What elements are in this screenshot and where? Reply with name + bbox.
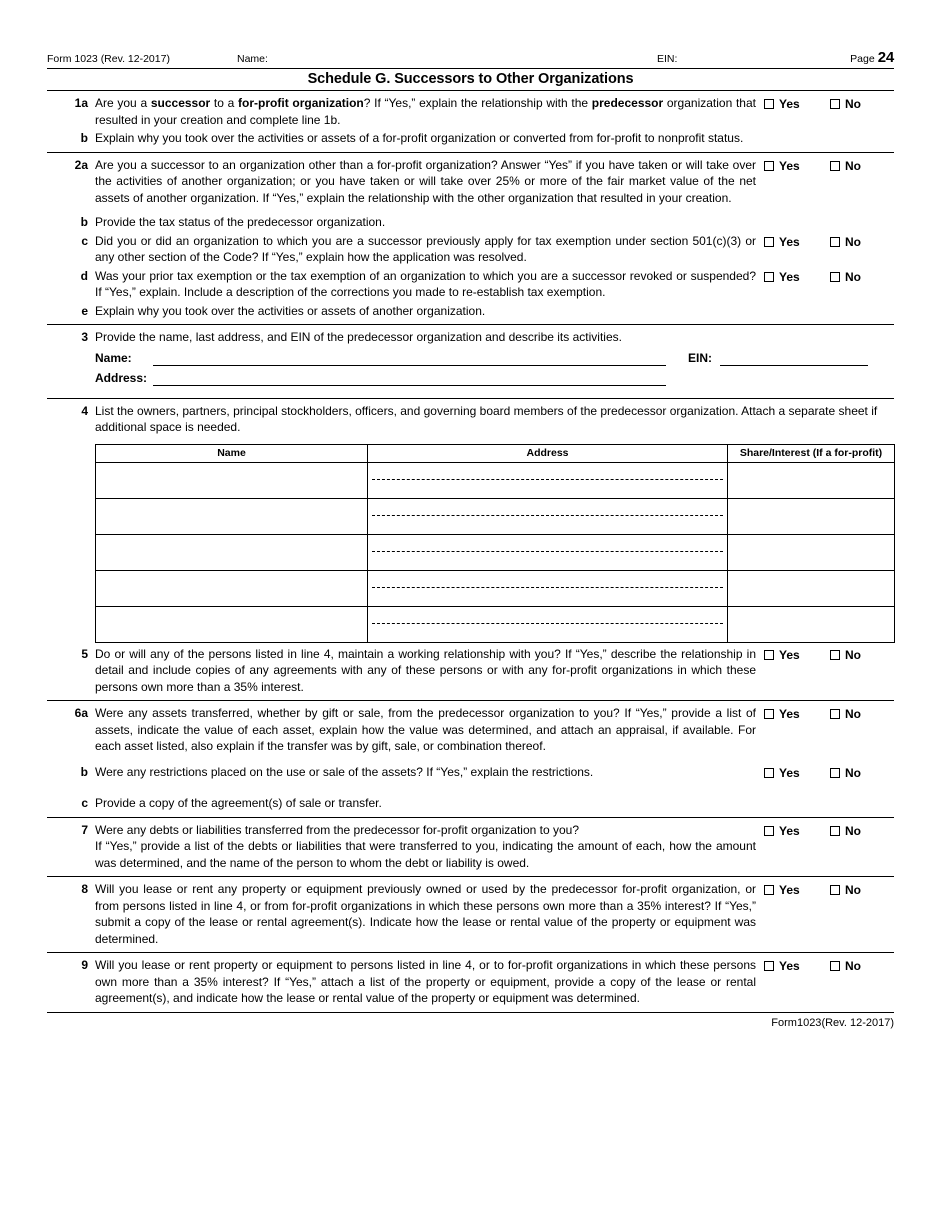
- checkbox-icon[interactable]: [764, 709, 774, 719]
- page-header: [47, 50, 894, 66]
- question-6c-text: [95, 795, 764, 812]
- column-header-name: Name: [96, 444, 368, 462]
- cell-share[interactable]: [728, 606, 895, 642]
- page-footer: [47, 1013, 894, 1029]
- question-2c-yes-option[interactable]: [764, 234, 830, 251]
- no-label: No: [845, 234, 861, 249]
- question-block-4: [47, 399, 894, 643]
- question-6a: [47, 705, 894, 755]
- question-2d: [47, 268, 894, 301]
- spacer: [764, 214, 894, 231]
- question-7-yes-option[interactable]: [764, 823, 830, 840]
- question-6a-yes-option[interactable]: [764, 706, 830, 723]
- question-7-no-option[interactable]: [830, 823, 861, 840]
- question-2a-text: [95, 157, 764, 207]
- q1b-paragraph: Explain why you took over the activities or assets of a for-profit organization or converted from for-profit to nonprofit status.: [95, 131, 744, 145]
- q1a-seg3: ? If “Yes,” explain the relationship with the: [363, 96, 592, 110]
- cell-share[interactable]: [728, 534, 895, 570]
- cell-share[interactable]: [728, 498, 895, 534]
- table-row[interactable]: [96, 570, 895, 606]
- q6b-paragraph: Were any restrictions placed on the use or sale of the assets? If “Yes,” explain the restrictions.: [95, 764, 594, 779]
- question-2c-number: c: [81, 233, 88, 248]
- question-1b-number: b: [80, 131, 88, 145]
- address-label: Address:: [95, 370, 148, 385]
- q1a-bold-forprofit: for-profit organization: [238, 96, 364, 110]
- checkbox-icon[interactable]: [830, 961, 840, 971]
- no-label: No: [845, 883, 861, 897]
- cell-address[interactable]: [368, 570, 728, 606]
- question-6a-text: [95, 705, 764, 755]
- cell-name[interactable]: [96, 570, 368, 606]
- question-2c: [47, 233, 894, 266]
- question-block-7: [47, 818, 894, 878]
- yes-label: Yes: [779, 97, 800, 111]
- question-2a-yesno: [764, 157, 894, 207]
- question-2c-text: [95, 233, 764, 266]
- question-1a-number: 1a: [74, 96, 88, 110]
- question-8-no-option[interactable]: [830, 882, 861, 899]
- yes-label: Yes: [779, 269, 800, 284]
- question-2a-no-option[interactable]: [830, 158, 861, 175]
- checkbox-icon[interactable]: [764, 650, 774, 660]
- spacer: [764, 303, 894, 320]
- page-number: 24: [877, 49, 894, 66]
- question-5-text: [95, 646, 764, 696]
- yes-label: Yes: [779, 158, 800, 173]
- question-2e-number: e: [81, 303, 88, 318]
- question-1a: [47, 95, 894, 128]
- checkbox-icon[interactable]: [764, 272, 774, 282]
- cell-name[interactable]: [96, 606, 368, 642]
- question-6c-number: c: [81, 796, 88, 810]
- cell-share[interactable]: [728, 570, 895, 606]
- checkbox-icon[interactable]: [830, 768, 840, 778]
- question-2b: [47, 214, 894, 231]
- question-block-3: [47, 325, 894, 399]
- question-2a: [47, 157, 894, 207]
- schedule-title: Schedule G. Successors to Other Organizations: [47, 68, 894, 91]
- cell-name[interactable]: [96, 462, 368, 498]
- predecessor-name-row: [95, 351, 886, 366]
- yes-label: Yes: [779, 959, 800, 973]
- checkbox-icon[interactable]: [830, 885, 840, 895]
- q1a-seg2: to a: [210, 96, 239, 110]
- form-page: [47, 50, 894, 1029]
- question-block-1: [47, 91, 894, 153]
- q7-paragraph-1: Were any debts or liabilities transferred from the predecessor for-profit organization to you?: [95, 822, 580, 837]
- name-input[interactable]: [153, 352, 666, 366]
- checkbox-icon[interactable]: [830, 709, 840, 719]
- question-8-number: 8: [81, 882, 88, 896]
- page-label: Page: [850, 53, 875, 65]
- question-8-yesno: [764, 881, 894, 947]
- table-row[interactable]: [96, 534, 895, 570]
- footer-form-number: 1023: [796, 1016, 822, 1029]
- question-8-text: [95, 881, 764, 947]
- checkbox-icon[interactable]: [764, 161, 774, 171]
- question-6b-yes-option[interactable]: [764, 765, 830, 782]
- q3-paragraph: Provide the name, last address, and EIN of the predecessor organization and describe its activities.: [95, 330, 622, 344]
- q2d-paragraph: Was your prior tax exemption or the tax exemption of an organization to which you are a successor revoked or suspended? If “Yes,” explain. Include a description of the corrections you made to re-establish tax exemption.: [95, 268, 756, 299]
- question-4: [47, 403, 894, 436]
- cell-address[interactable]: [368, 534, 728, 570]
- checkbox-icon[interactable]: [764, 768, 774, 778]
- ein-input[interactable]: [720, 352, 868, 366]
- column-header-address: Address: [368, 444, 728, 462]
- table-row[interactable]: [96, 462, 895, 498]
- q9-paragraph: Will you lease or rent property or equipment to persons listed in line 4, or to for-profit organizations in which these persons own more than a 35% interest? If “Yes,” attach a list of the property or equipment, provide a copy of the lease or rental agreement(s), and indicate how the lease or rental value of the property or equipment was determined.: [95, 958, 756, 1005]
- q2b-paragraph: Provide the tax status of the predecessor organization.: [95, 215, 386, 229]
- address-dashed-divider: [372, 551, 723, 552]
- question-2a-number: 2a: [74, 157, 88, 172]
- question-6b-text: [95, 764, 764, 782]
- cell-name[interactable]: [96, 498, 368, 534]
- question-9-yesno: [764, 957, 894, 1007]
- cell-address[interactable]: [368, 498, 728, 534]
- question-7-yesno: [764, 822, 894, 872]
- question-6b-yesno: [764, 764, 894, 782]
- no-label: No: [845, 765, 861, 780]
- no-label: No: [845, 97, 861, 111]
- footer-form-label: Form: [771, 1016, 797, 1029]
- question-9-no-option[interactable]: [830, 958, 861, 975]
- no-label: No: [845, 959, 861, 973]
- checkbox-icon[interactable]: [830, 272, 840, 282]
- checkbox-icon[interactable]: [830, 826, 840, 836]
- checkbox-icon[interactable]: [830, 161, 840, 171]
- checkbox-icon[interactable]: [830, 237, 840, 247]
- owners-table: [95, 444, 895, 643]
- question-6b-no-option[interactable]: [830, 765, 861, 782]
- question-block-8: [47, 877, 894, 953]
- question-1a-yes-option[interactable]: [764, 96, 830, 113]
- question-3-text: [95, 329, 894, 386]
- checkbox-icon[interactable]: [830, 650, 840, 660]
- question-1a-text: [95, 95, 764, 128]
- q8-paragraph: Will you lease or rent any property or equipment previously owned or used by the predecessor for-profit organization, or from persons listed in line 4, or from for-profit organizations in which these persons own more than a 35% interest? If “Yes,” submit a copy of the lease or rental agreement(s). Indicate how the lease or rental value of the property or equipment was determined.: [95, 882, 756, 946]
- predecessor-address-row: [95, 371, 886, 386]
- q2c-paragraph: Did you or did an organization to which you are a successor previously apply for tax exemption under section 501(c)(3) or any other section of the Code? If “Yes,” explain how the application was resolved.: [95, 233, 756, 264]
- checkbox-icon[interactable]: [764, 99, 774, 109]
- no-label: No: [845, 158, 861, 173]
- q5-paragraph: Do or will any of the persons listed in line 4, maintain a working relationship with you? If “Yes,” describe the relationship in detail and include copies of any agreements with any of these persons or with any for-profit organizations in which these persons own more than a 35% interest.: [95, 646, 756, 694]
- header-ein-field: EIN:: [657, 53, 678, 65]
- question-2d-no-option[interactable]: [830, 269, 861, 286]
- yes-label: Yes: [779, 883, 800, 897]
- q2e-paragraph: Explain why you took over the activities or assets of another organization.: [95, 303, 486, 318]
- q6c-paragraph: Provide a copy of the agreement(s) of sale or transfer.: [95, 796, 382, 810]
- yes-label: Yes: [779, 647, 800, 662]
- question-8-yes-option[interactable]: [764, 882, 830, 899]
- question-2e-text: [95, 303, 764, 320]
- question-6b: [47, 764, 894, 782]
- yes-label: Yes: [779, 823, 800, 838]
- cell-address[interactable]: [368, 606, 728, 642]
- address-dashed-divider: [372, 623, 723, 624]
- question-3-number: 3: [81, 330, 88, 344]
- q1a-seg1: Are you a: [95, 96, 151, 110]
- question-9-yes-option[interactable]: [764, 958, 830, 975]
- question-4-number: 4: [81, 403, 88, 418]
- address-dashed-divider: [372, 587, 723, 588]
- question-6a-yesno: [764, 705, 894, 755]
- question-2b-number: b: [80, 215, 88, 229]
- q2a-paragraph: Are you a successor to an organization other than a for-profit organization? Answer “Yes” if you have taken or will take over the activities of another organization; or you have taken or will take over 25% or more of the fair market value of the net assets of another organization. If “Yes,” explain the relationship with the other organization that resulted in your creation.: [95, 157, 756, 205]
- no-label: No: [845, 707, 861, 721]
- cell-share[interactable]: [728, 462, 895, 498]
- q4-paragraph: List the owners, partners, principal stockholders, officers, and governing board members of the predecessor organization. Attach a separate sheet if additional space is needed.: [95, 403, 878, 434]
- q6a-paragraph: Were any assets transferred, whether by gift or sale, from the predecessor organization to you? If “Yes,” provide a list of assets, indicate the value of each asset, explain how the value was determined, and attach an appraisal, if available. For each asset listed, also explain if the transfer was by gift, sale, or combination thereof.: [95, 706, 756, 753]
- question-3: [47, 329, 894, 386]
- question-block-9: [47, 953, 894, 1013]
- question-2c-no-option[interactable]: [830, 234, 861, 251]
- question-block-2: [47, 153, 894, 326]
- owners-table-wrapper: [95, 444, 894, 643]
- question-block-5: [47, 643, 894, 702]
- question-2b-text: [95, 214, 764, 231]
- question-1b: [47, 130, 894, 147]
- question-2c-yesno: [764, 233, 894, 266]
- spacer: [764, 795, 894, 812]
- no-label: No: [845, 647, 861, 662]
- question-6b-number: b: [80, 764, 88, 779]
- question-7-text: [95, 822, 764, 872]
- checkbox-icon[interactable]: [764, 237, 774, 247]
- question-6a-number: 6a: [74, 706, 88, 720]
- yes-label: Yes: [779, 234, 800, 249]
- cell-address[interactable]: [368, 462, 728, 498]
- no-label: No: [845, 269, 861, 284]
- question-2d-text: [95, 268, 764, 301]
- question-4-text: [95, 403, 894, 436]
- question-6a-no-option[interactable]: [830, 706, 861, 723]
- question-1b-text: [95, 130, 894, 147]
- checkbox-icon[interactable]: [830, 99, 840, 109]
- q7-paragraph-2: If “Yes,” provide a list of the debts or liabilities that were transferred to you, indicating the amount of each, how the amount was determined, and the name of the person to whom the debt or liability is owed.: [95, 839, 756, 870]
- table-row[interactable]: [96, 606, 895, 642]
- question-5-yes-option[interactable]: [764, 647, 830, 664]
- header-name-field: Name:: [237, 53, 268, 65]
- address-dashed-divider: [372, 479, 723, 480]
- question-2a-yes-option[interactable]: [764, 158, 830, 175]
- checkbox-icon[interactable]: [764, 826, 774, 836]
- table-row[interactable]: [96, 498, 895, 534]
- question-5-yesno: [764, 646, 894, 696]
- question-5-no-option[interactable]: [830, 647, 861, 664]
- question-5-number: 5: [81, 646, 88, 661]
- question-1a-no-option[interactable]: [830, 96, 861, 113]
- question-7-number: 7: [81, 822, 88, 837]
- owners-table-header-row: [96, 444, 895, 462]
- q1a-seg4: organization that resulted in your creation and complete line 1b.: [95, 96, 756, 127]
- q1a-bold-successor: successor: [150, 96, 211, 110]
- question-2d-number: d: [80, 268, 88, 283]
- form-identifier: Form 1023 (Rev. 12-2017): [47, 53, 170, 65]
- footer-revision: (Rev. 12-2017): [821, 1016, 894, 1029]
- address-input[interactable]: [153, 372, 666, 386]
- question-2e: [47, 303, 894, 320]
- cell-name[interactable]: [96, 534, 368, 570]
- checkbox-icon[interactable]: [764, 961, 774, 971]
- q1a-bold-predecessor: predecessor: [591, 96, 664, 110]
- name-label: Name:: [95, 350, 132, 365]
- question-9-number: 9: [81, 958, 88, 972]
- address-dashed-divider: [372, 515, 723, 516]
- no-label: No: [845, 823, 861, 838]
- question-6c: [47, 795, 894, 812]
- question-2d-yes-option[interactable]: [764, 269, 830, 286]
- question-2d-yesno: [764, 268, 894, 301]
- question-1a-yesno: [764, 95, 894, 128]
- column-header-share: Share/Interest (If a for-profit): [728, 444, 895, 462]
- checkbox-icon[interactable]: [764, 885, 774, 895]
- page-indicator: [807, 50, 894, 67]
- question-block-6: [47, 701, 894, 818]
- yes-label: Yes: [779, 707, 800, 721]
- ein-label: EIN:: [688, 350, 712, 365]
- yes-label: Yes: [779, 765, 800, 780]
- question-9-text: [95, 957, 764, 1007]
